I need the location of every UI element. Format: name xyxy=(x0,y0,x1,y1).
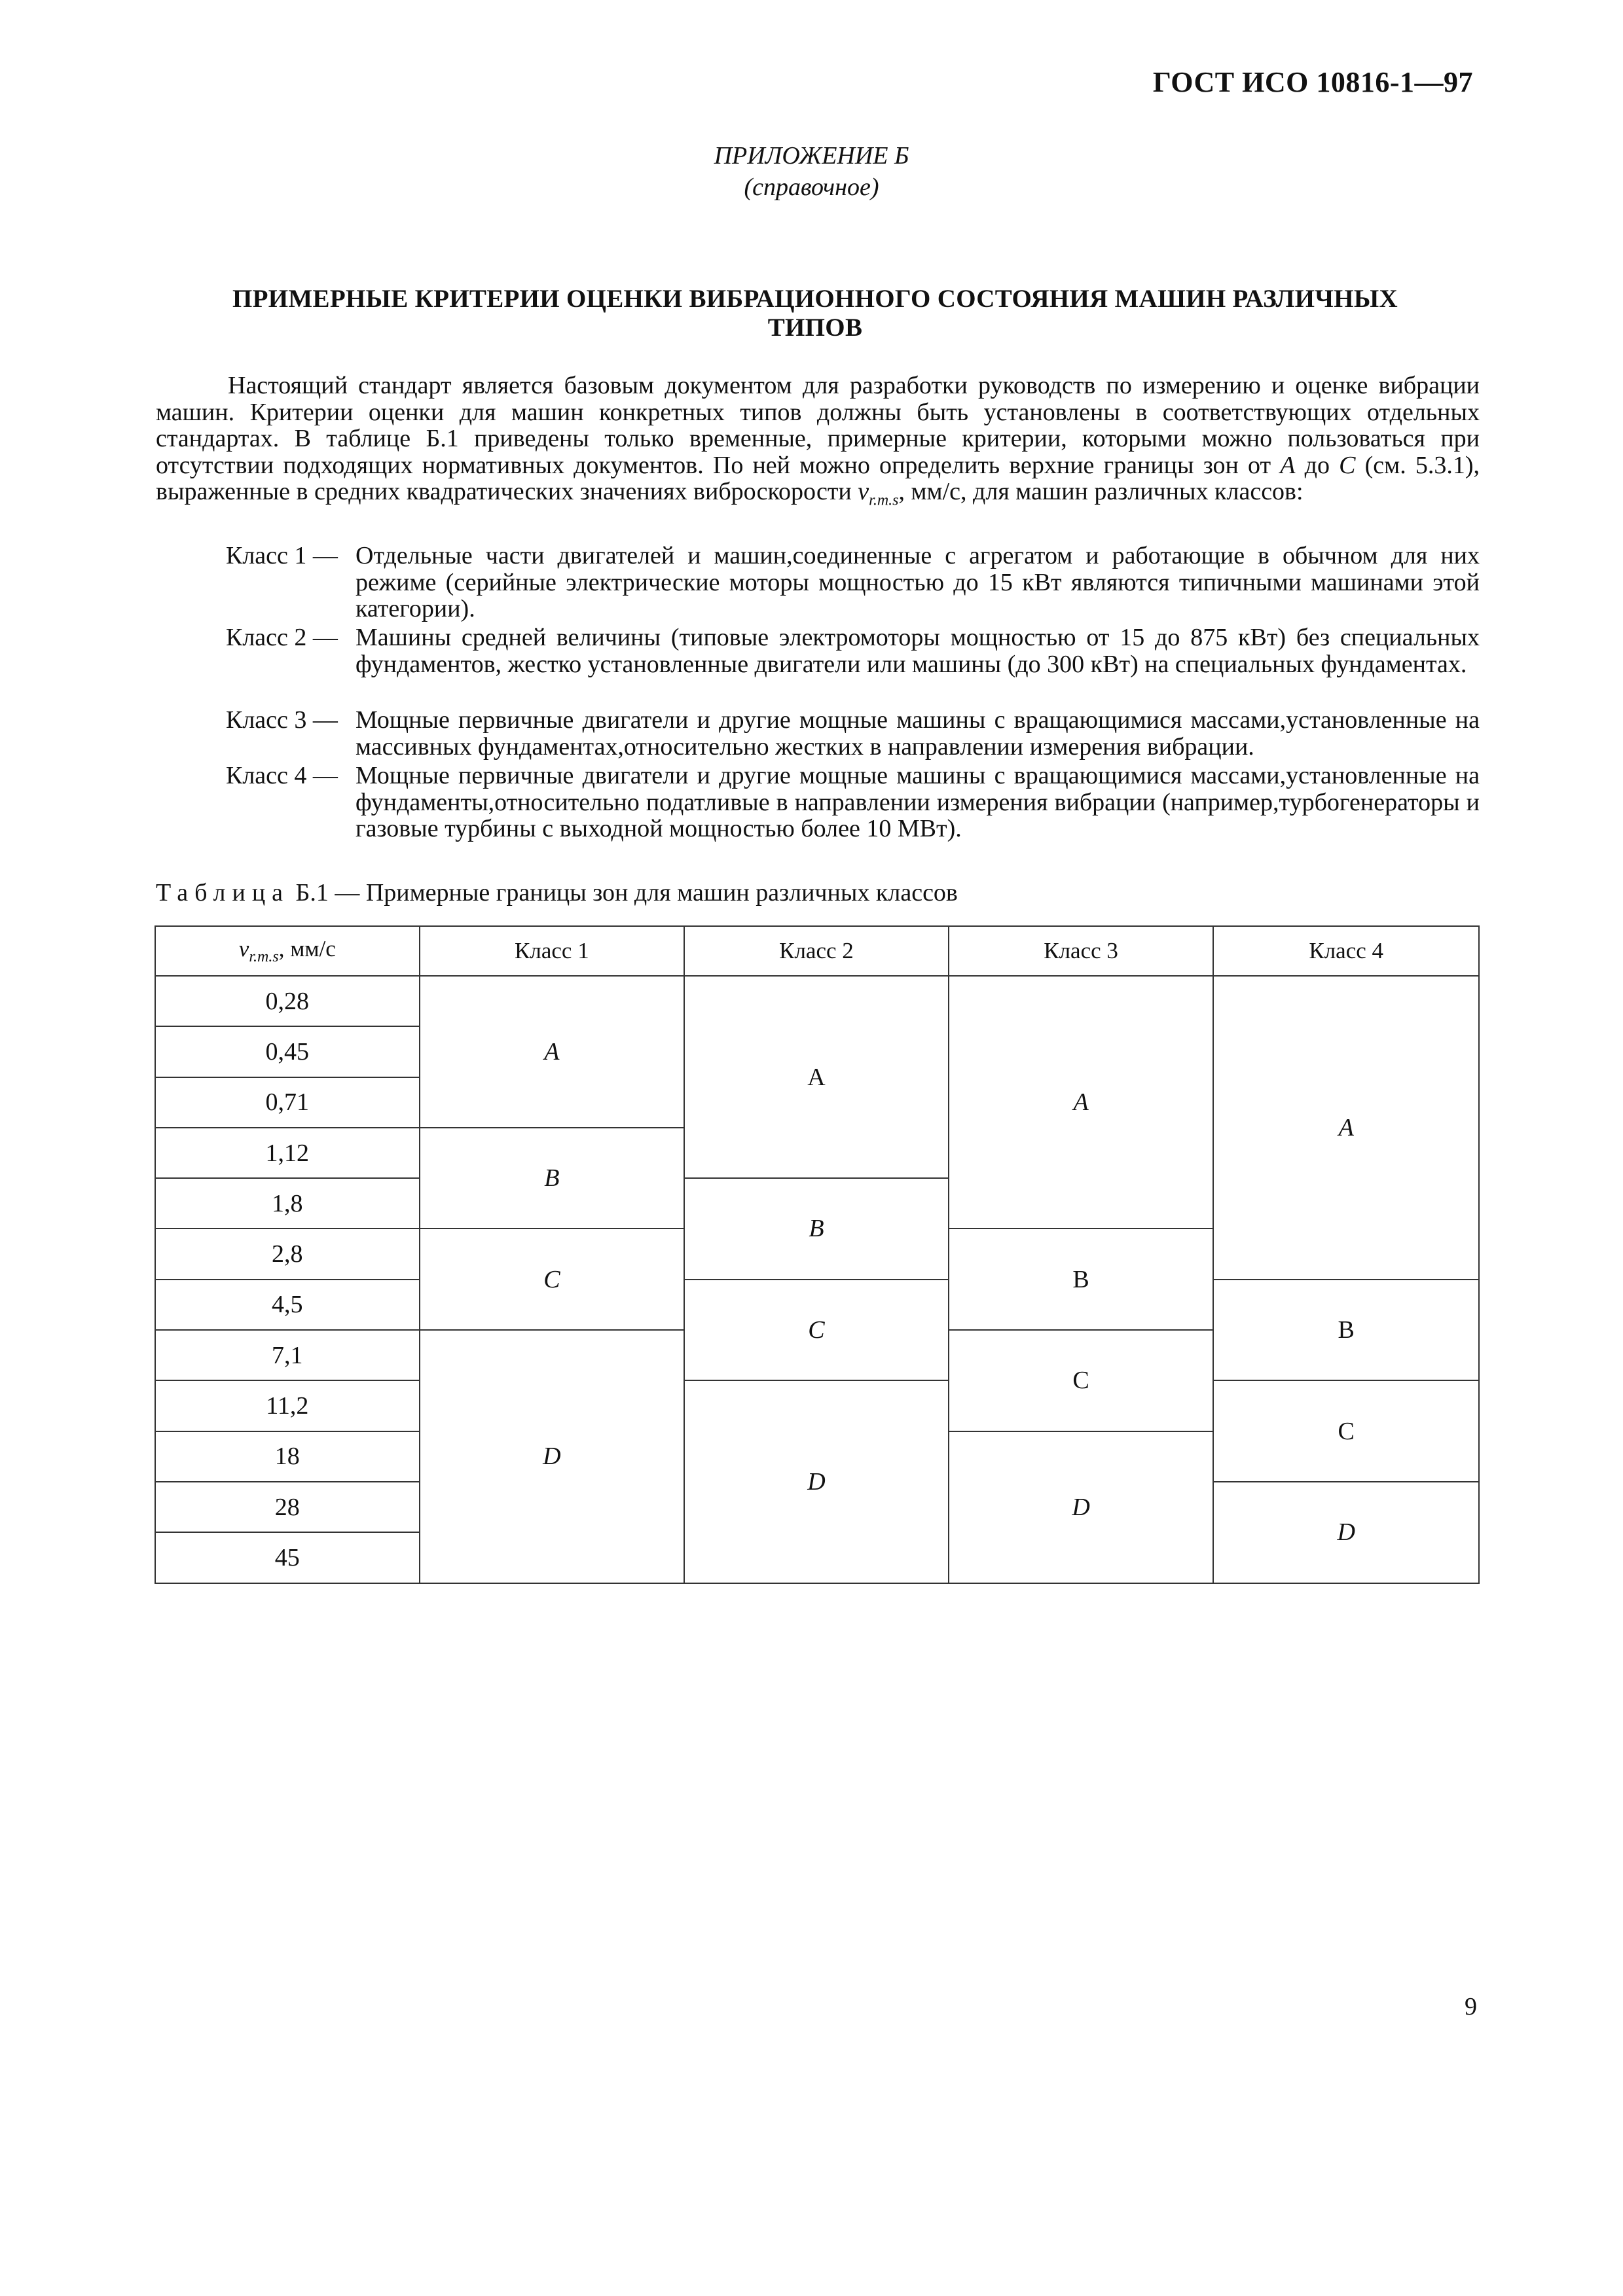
class-2-zone-a: A xyxy=(684,976,949,1178)
class-3-zone-a: A xyxy=(949,976,1214,1229)
intro-text-1: Настоящий стандарт является базовым документом для разработки руководств по измерению и оценке вибрации машин. Критерии оценки для машин конкретных типов должны быть установлены в соответствующих отдельных стандартах. В таблице Б.1 приведены только временные, примерные критерии, которыми можно пользоваться при отсутствии подходящих нормативных документов. По ней можно определить верхние границы зон от xyxy=(156,372,1480,479)
intro-v-symbol: v xyxy=(858,478,869,505)
class-description: Мощные первичные двигатели и другие мощные машины с вращающимися массами,установленные на массивных фундаментах,относительно жестких в направлении измерения вибрации. xyxy=(356,706,1480,761)
table-caption xyxy=(156,878,958,907)
class-label: Класс 3 — xyxy=(226,706,338,734)
velocity-cell: 1,12 xyxy=(155,1128,420,1178)
class-4-zone-c: C xyxy=(1213,1380,1479,1482)
class-2-zone-d: D xyxy=(684,1380,949,1583)
appendix-heading xyxy=(0,140,1623,203)
class-3-zone-b: B xyxy=(949,1229,1214,1330)
class-3-zone-c: C xyxy=(949,1330,1214,1431)
appendix-status: (справочное) xyxy=(744,173,879,201)
velocity-cell: 2,8 xyxy=(155,1229,420,1279)
class-3-header: Класс 3 xyxy=(949,926,1214,976)
velocity-cell: 0,45 xyxy=(155,1026,420,1077)
table-row xyxy=(155,1380,1479,1431)
intro-text-2: до xyxy=(1304,451,1330,479)
class-label: Класс 2 — xyxy=(226,624,338,651)
table-row xyxy=(155,1280,1479,1330)
appendix-label: ПРИЛОЖЕНИЕ Б xyxy=(714,142,909,170)
velocity-cell: 0,71 xyxy=(155,1077,420,1128)
class-2-zone-b: B xyxy=(684,1178,949,1280)
velocity-cell: 45 xyxy=(155,1532,420,1583)
class-1-zone-c: C xyxy=(420,1229,685,1330)
class-2-zone-c: C xyxy=(684,1280,949,1381)
class-1-zone-a: A xyxy=(420,976,685,1128)
class-4-zone-d: D xyxy=(1213,1482,1479,1583)
page-number: 9 xyxy=(1465,1993,1477,2020)
class-4-header: Класс 4 xyxy=(1213,926,1479,976)
velocity-cell: 7,1 xyxy=(155,1330,420,1380)
class-label: Класс 1 — xyxy=(226,542,338,569)
class-1-header: Класс 1 xyxy=(420,926,685,976)
velocity-cell: 0,28 xyxy=(155,976,420,1026)
class-1-zone-d: D xyxy=(420,1330,685,1583)
velocity-cell: 11,2 xyxy=(155,1380,420,1431)
velocity-unit: , мм/с xyxy=(278,936,336,961)
velocity-column-header xyxy=(155,926,420,976)
class-description: Машины средней величины (типовые электромоторы мощностью от 15 до 875 кВт) без специальных фундаментов, жестко установленные двигатели или машины (до 300 кВт) на специальных фундаментах. xyxy=(356,624,1480,678)
class-description: Отдельные части двигателей и машин,соединенные с агрегатом и работающие в обычном для них режиме (серийные электрические моторы мощностью до 15 кВт являются типичными машинами этой категории). xyxy=(356,542,1480,622)
zone-limits-table xyxy=(155,925,1480,1584)
class-4-zone-a: A xyxy=(1213,976,1479,1280)
class-1-zone-b: B xyxy=(420,1128,685,1229)
intro-text-4: , мм/с, для машин различных классов: xyxy=(898,478,1304,505)
intro-paragraph xyxy=(156,372,1480,514)
class-description: Мощные первичные двигатели и другие мощные машины с вращающимися массами,установленные на фундаменты,относительно податливые в направлении измерения вибрации (например,турбогенераторы и газовые турбины с выходной мощностью более 10 МВт). xyxy=(356,762,1480,842)
class-2-header: Класс 2 xyxy=(684,926,949,976)
document-code: ГОСТ ИСО 10816-1—97 xyxy=(1152,66,1473,98)
velocity-cell: 4,5 xyxy=(155,1280,420,1330)
velocity-subscript: r.m.s xyxy=(249,948,279,965)
table-row xyxy=(155,976,1479,1026)
class-3-zone-d: D xyxy=(949,1431,1214,1583)
class-4-zone-b: B xyxy=(1213,1280,1479,1381)
velocity-cell: 18 xyxy=(155,1431,420,1482)
table-caption-text: Б.1 — Примерные границы зон для машин различных классов xyxy=(295,879,958,906)
intro-v-subscript: r.m.s xyxy=(869,492,899,509)
intro-text-3: (см. 5.3.1), выраженные в средних квадратических значениях виброскорости xyxy=(156,451,1480,505)
section-title: ПРИМЕРНЫЕ КРИТЕРИИ ОЦЕНКИ ВИБРАЦИОННОГО СОСТОЯНИЯ МАШИН РАЗЛИЧНЫХ ТИПОВ xyxy=(232,285,1398,342)
velocity-cell: 1,8 xyxy=(155,1178,420,1229)
intro-zone-to: С xyxy=(1339,451,1356,479)
class-label: Класс 4 — xyxy=(226,762,338,789)
velocity-cell: 28 xyxy=(155,1482,420,1532)
table-caption-word: Таблица xyxy=(156,879,290,906)
intro-zone-from: А xyxy=(1280,451,1296,479)
velocity-symbol: v xyxy=(238,936,249,961)
table-header-row xyxy=(155,926,1479,976)
